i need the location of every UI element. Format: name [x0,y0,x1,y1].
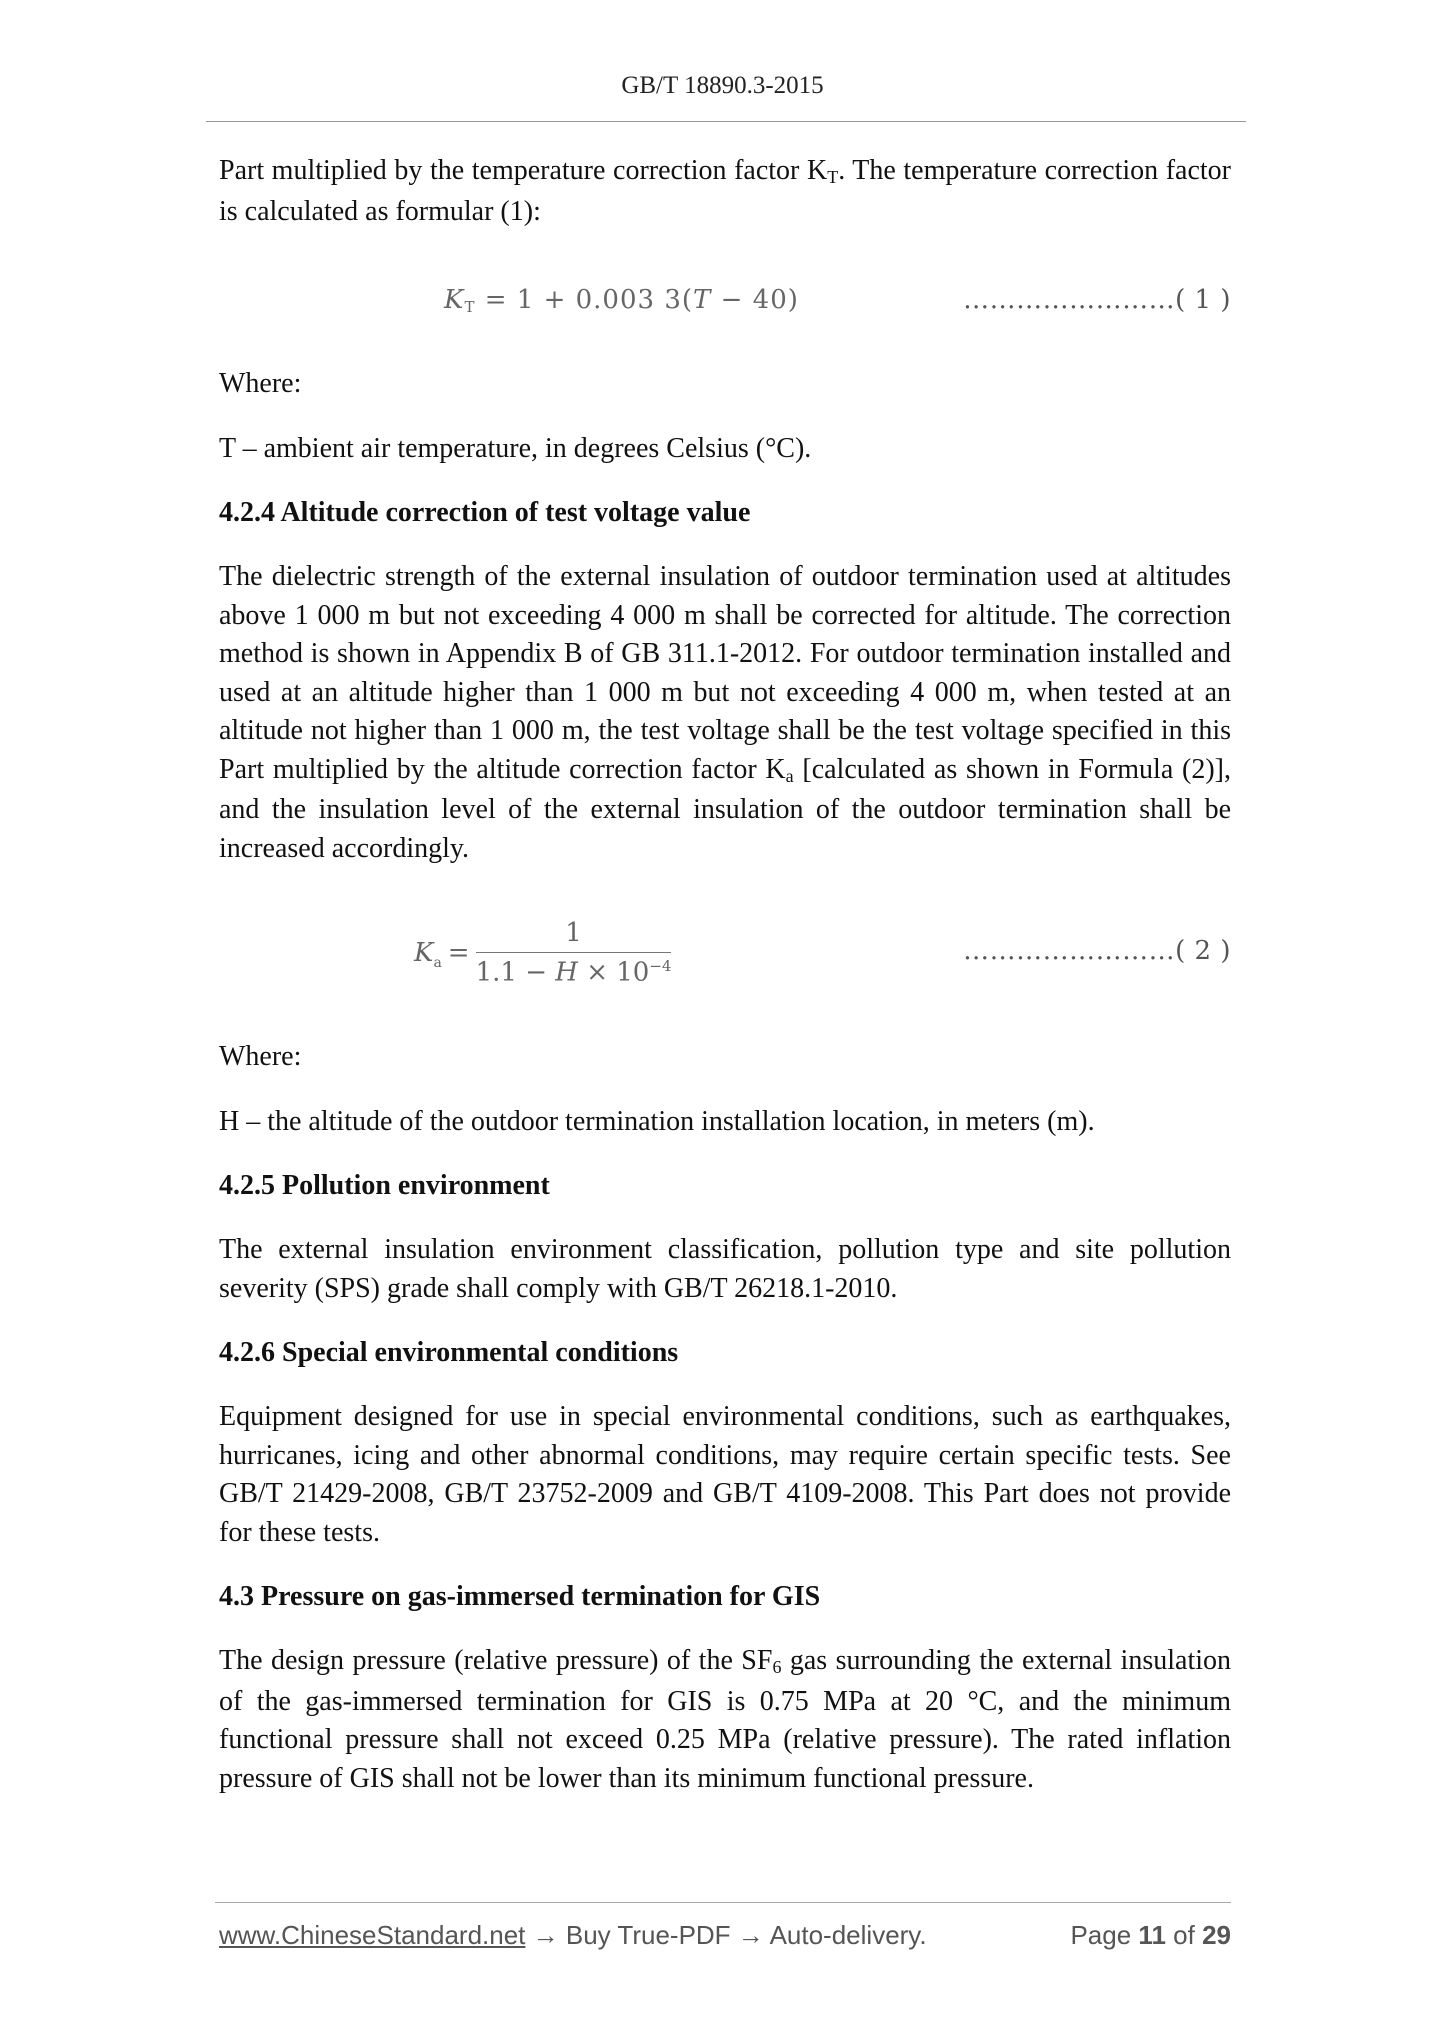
formula-2 [219,912,1231,1012]
definition-H: H – the altitude of the outdoor termination installation location, in meters (m). [219,1105,1095,1137]
paragraph-gis-pressure: The design pressure (relative pressure) of the $SF_6$ gas surrounding the external insulation of the gas-immersed termination for GIS is 0.75 MPa at 20 °C, and the minimum functional pressure shall not exceed 0.25 MPa (relative pressure). The rated inflation pressure of GIS shall not be lower than its minimum functional pressure. [219,1645,1231,1794]
heading-4-2-6: 4.2.6 Special environmental conditions [219,1337,679,1368]
page-indicator: Page 11 of 29 [1070,1920,1231,1950]
heading-4-2-4: 4.2.4 Altitude correction of test voltage value [219,497,751,528]
footer-website-link[interactable]: www.ChineseStandard.net [219,1920,526,1950]
paragraph-altitude-correction: The dielectric strength of the external insulation of outdoor termination used at altitudes above 1 000 m but not exceeding 4 000 m shall be corrected for altitude. The correction method is shown in Appendix B of GB 311.1-2012. For outdoor termination installed and used at an altitude higher than 1 000 m but not exceeding 4 000 m, when tested at an altitude not higher than 1 000 m, the test voltage shall be the test voltage specified in this Part multiplied by the altitude correction factor $K_a$ [calculated as shown in Formula (2)], and the insulation level of the external insulation of the outdoor termination shall be increased accordingly. [219,561,1231,864]
definition-T: T – ambient air temperature, in degrees Celsius (°C). [219,432,812,464]
page-content [219,152,1231,1798]
heading-4-2-5: 4.2.5 Pollution environment [219,1170,550,1201]
footer-divider [215,1902,1231,1903]
formula-1 [219,271,1231,339]
formula-2-number: ……………………( 2 ) [963,936,1231,966]
document-header: GB/T 18890.3-2015 [621,72,824,99]
footer-tagline: → Buy True-PDF → Auto-delivery. [525,1920,927,1950]
where-label-2: Where: [219,1041,302,1072]
formula-1-expression: $K_T = 1 + 0.003$ 3(T − 40) [444,285,799,316]
where-label-1: Where: [219,368,302,399]
formula-2-expression: $K_a$ = $\frac{1}{1.1 - H \times 10^{-4}}$ [414,918,672,988]
paragraph-pollution: The external insulation environment classification, pollution type and site pollution severity (SPS) grade shall comply with GB/T 26218.1-2010. [219,1234,1231,1304]
paragraph-temperature-intro: Part multiplied by the temperature correction factor $K_T$. The temperature correction factor is calculated as formular (1): [219,155,1232,227]
formula-1-number: ……………………( 1 ) [963,285,1231,315]
heading-4-3: 4.3 Pressure on gas-immersed termination for GIS [219,1581,821,1612]
header-divider [206,121,1246,122]
paragraph-special-conditions: Equipment designed for use in special environmental conditions, such as earthquakes, hurricanes, icing and other abnormal conditions, may require certain specific tests. See GB/T 21429-2008, GB/T 23752-2009 and GB/T 4109-2008. This Part does not provide for these tests. [219,1401,1231,1548]
